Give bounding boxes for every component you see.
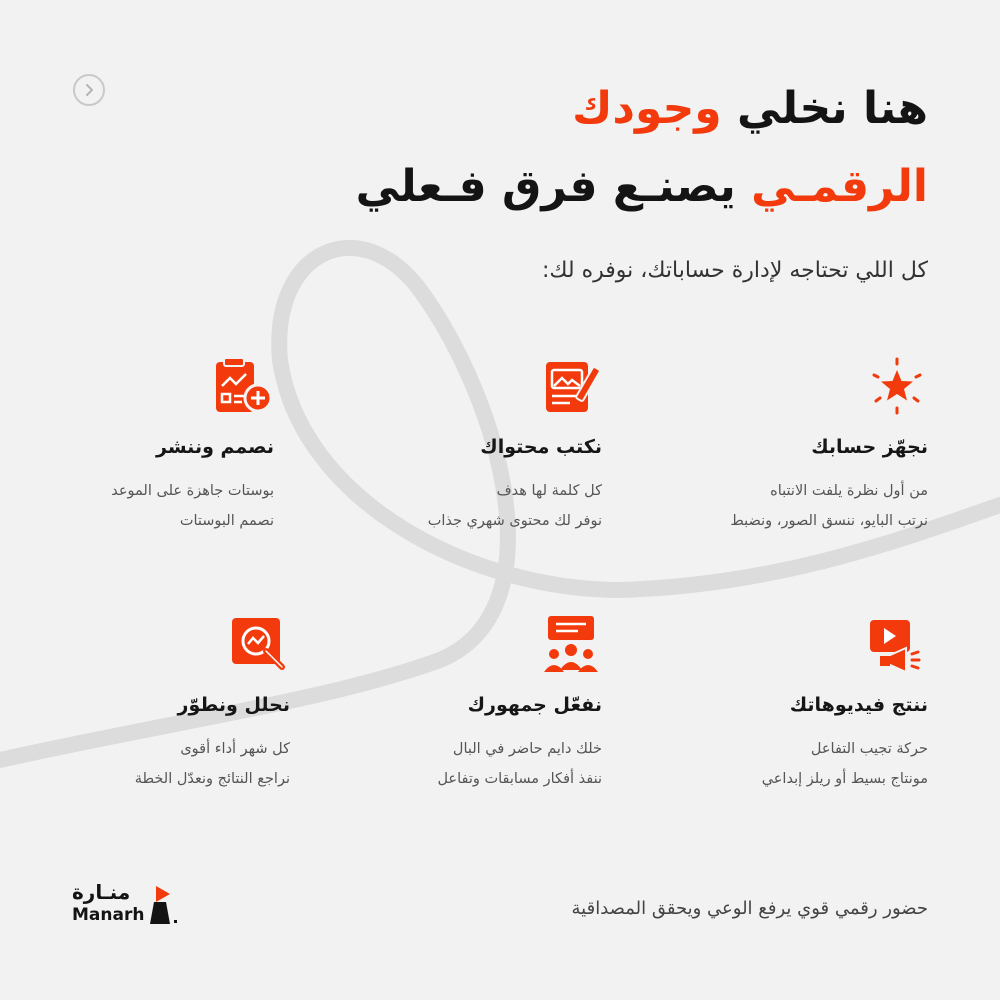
headline-text: هنا نخلي: [721, 83, 928, 134]
service-card-write-content: [302, 356, 602, 536]
service-line: نوفر لك محتوى شهري جذاب: [427, 513, 602, 529]
next-button[interactable]: [73, 74, 105, 106]
lighthouse-mark-icon: [150, 884, 184, 924]
chevron-right-icon: [82, 83, 96, 97]
audience-icon: [540, 614, 602, 676]
headline-line-1: [308, 70, 928, 148]
service-title: نجهّز حسابك: [811, 436, 928, 458]
logo-english: Manarh: [72, 905, 145, 925]
service-card-activate-audience: [302, 614, 602, 794]
content-edit-icon: [540, 356, 602, 418]
design-publish-icon: [212, 356, 274, 418]
service-line: ننفذ أفكار مسابقات وتفاعل: [437, 771, 602, 787]
subtitle: كل اللي تحتاجه لإدارة حساباتك، نوفره لك:: [541, 258, 928, 283]
logo-arabic: منـارة: [72, 880, 131, 904]
service-title: نكتب محتواك: [480, 436, 602, 458]
service-line: نصمم البوستات: [179, 513, 274, 529]
brand-logo: [72, 880, 232, 930]
headline-text: يصنـع فرق فـعلي: [355, 161, 752, 212]
headline-highlight: الرقمـي: [751, 161, 928, 212]
service-line: بوستات جاهزة على الموعد: [111, 483, 274, 499]
service-card-analyze-improve: [70, 614, 290, 794]
service-card-prepare-account: [628, 356, 928, 536]
service-line: نراجع النتائج ونعدّل الخطة: [134, 771, 290, 787]
headline-highlight: وجودك: [572, 83, 722, 134]
footer-tagline: حضور رقمي قوي يرفع الوعي ويحقق المصداقية: [571, 898, 928, 919]
headline-line-2: [308, 148, 928, 226]
service-title: نصمم وننشر: [156, 436, 274, 458]
service-line: كل كلمة لها هدف: [496, 483, 602, 499]
service-title: ننتج فيديوهاتك: [789, 694, 928, 716]
video-megaphone-icon: [866, 614, 928, 676]
service-line: كل شهر أداء أقوى: [180, 741, 290, 757]
service-line: نرتب البايو، ننسق الصور، ونضبط: [730, 513, 928, 529]
service-title: نحلل ونطوّر: [177, 694, 290, 716]
service-card-produce-videos: [628, 614, 928, 794]
service-line: حركة تجيب التفاعل: [810, 741, 928, 757]
analytics-icon: [228, 614, 290, 676]
service-line: من أول نظرة يلفت الانتباه: [770, 483, 928, 499]
star-burst-icon: [866, 356, 928, 418]
service-line: خلك دايم حاضر في البال: [452, 741, 602, 757]
service-card-design-publish: [64, 356, 274, 536]
page-headline: [308, 70, 928, 226]
service-line: مونتاج بسيط أو ريلز إبداعي: [761, 771, 928, 787]
service-title: نفعّل جمهورك: [467, 694, 602, 716]
